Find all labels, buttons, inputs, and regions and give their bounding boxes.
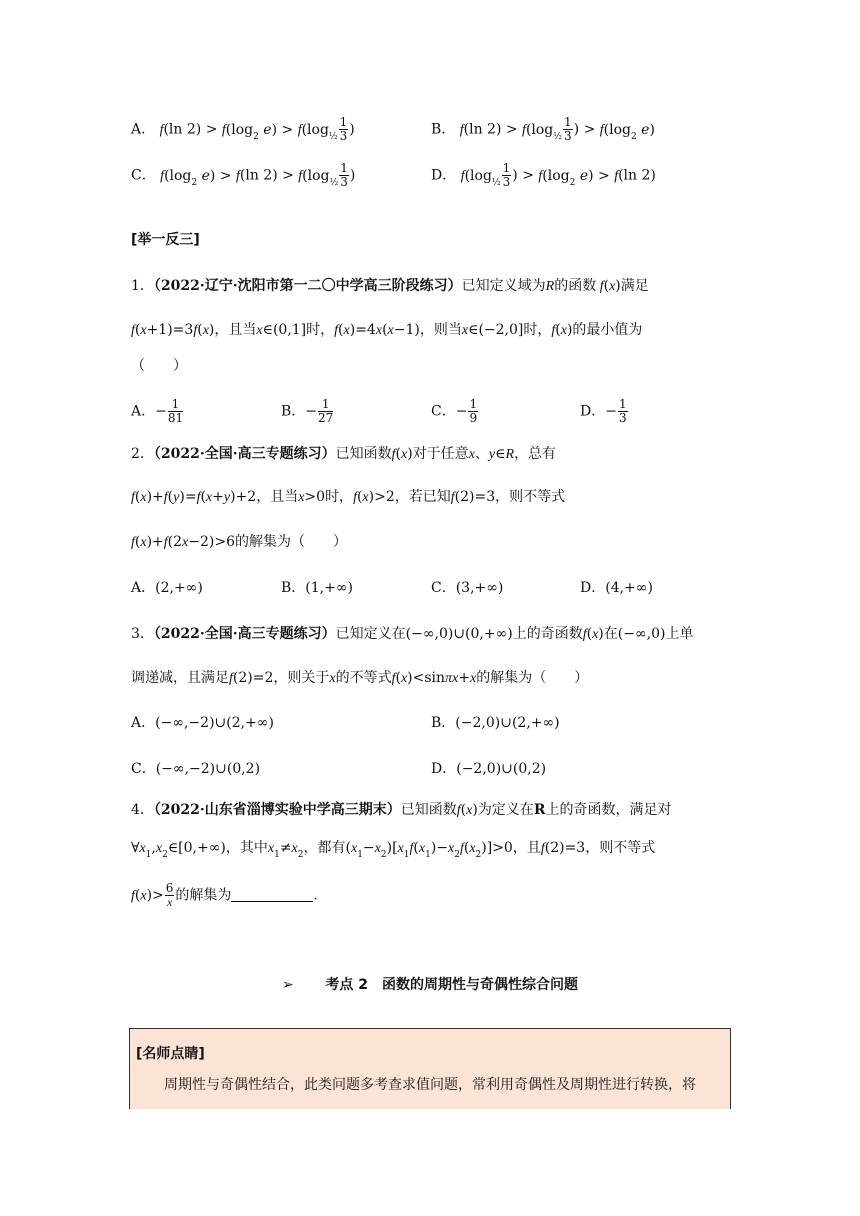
q3-option-b[interactable]: B．(−2,0)∪(2,+∞) — [431, 715, 560, 731]
q4-source: （2022·山东省淄博实验中学高三期末） — [153, 802, 401, 818]
section2-title: ➢ 考点 2 函数的周期性与奇偶性综合问题 — [281, 977, 579, 993]
q3-option-d[interactable]: D．(−2,0)∪(0,2) — [431, 761, 547, 777]
q2-source: （2022·全国·高三专题练习） — [153, 446, 336, 462]
q4-line3: f(x)> $\frac{6}{x}$ 的解集为 . — [131, 881, 318, 909]
q2-option-c[interactable]: C．(3,+∞) — [431, 580, 504, 596]
prev-option-a[interactable]: A． f(ln $2) > f(\log_2$ $e) > f(\log_{\frac{1}{2}}$ $\frac{1}{3}$ ) — [131, 115, 355, 143]
prev-option-c[interactable]: C． $f(\log_2$ e) > f(ln $2) > f(\log_{\frac{1}{2}}$ $\frac{1}{3}$ ) — [131, 161, 356, 189]
section-label: [举一反三] — [131, 232, 200, 248]
tip-box-text: 周期性与奇偶性结合，此类问题多考查求值问题，常利用奇偶性及周期性进行转换，将 — [164, 1077, 696, 1093]
q2-line2: f(x)+f(y)=f(x+y)+2，且当x>0时，f(x)>2，若已知f(2)=3，则不等式 — [131, 489, 566, 505]
q3-line1: 3．（2022·全国·高三专题练习）已知定义在(−∞,0)∪(0,+∞)上的奇函数f(x)在(−∞,0)上单 — [131, 626, 694, 642]
q1-option-a[interactable]: A．− $\frac{1}{81}$ — [131, 397, 184, 425]
tip-box-title: [名师点睛] — [136, 1046, 205, 1062]
q1-option-b[interactable]: B．− $\frac{1}{27}$ — [281, 397, 334, 425]
q1-option-d[interactable]: D．− $\frac{1}{3}$ — [580, 397, 627, 425]
q1-line2: f(x+1)=3f(x)，且当x∈(0,1]时，f(x)=4x(x−1)，则当x∈(−2,0]时，f(x)的最小值为 — [131, 322, 643, 338]
q3-option-a[interactable]: A．(−∞,−2)∪(2,+∞) — [131, 715, 274, 731]
q3-line2: 调递减，且满足f(2)=2，则关于x的不等式f(x)<sinπx+x的解集为（ ） — [131, 670, 589, 686]
q4-line2: $\forall x_1,x_2\in[0,+\infty)$，其中$x_1\ne x_2$，都有$(x_1-x_2)[x_1f(x_1)-x_2f(x_2)]>0$，且f(2)=3，则不等式 — [131, 840, 656, 860]
q3-option-c[interactable]: C．(−∞,−2)∪(0,2) — [131, 761, 261, 777]
tip-box — [129, 1028, 731, 1109]
arrow-bullet-icon: ➢ — [281, 977, 294, 993]
answer-blank[interactable] — [231, 887, 313, 902]
q1-paren: （ ） — [131, 358, 187, 374]
q2-option-b[interactable]: B．(1,+∞) — [281, 580, 353, 596]
prev-option-b[interactable]: B． f(ln $2) > f(\log_{\frac{1}{2}}$ $\frac{1}{3}$ ) > $f(\log_2$ e) — [431, 115, 655, 143]
q1-source: （2022·辽宁·沈阳市第一二〇中学高三阶段练习） — [153, 278, 462, 294]
q2-option-a[interactable]: A．(2,+∞) — [131, 580, 203, 596]
q1-option-c[interactable]: C．− $\frac{1}{9}$ — [431, 397, 478, 425]
q3-source: （2022·全国·高三专题练习） — [153, 626, 336, 642]
q2-line3: f(x)+f(2x−2)>6的解集为（ ） — [131, 534, 348, 550]
prev-option-a-math: f — [159, 122, 164, 138]
q1-line1: 1．（2022·辽宁·沈阳市第一二〇中学高三阶段练习）已知定义域为R的函数 f(x)满足 — [131, 278, 649, 294]
prev-option-d[interactable]: D． $f(\log_{\frac{1}{2}}$ $\frac{1}{3}$ ) > $f(\log_2$ e) > f(ln 2) — [431, 161, 656, 189]
q2-line1: 2．（2022·全国·高三专题练习）已知函数f(x)对于任意x、y∈R，总有 — [131, 446, 557, 462]
q4-line1: 4．（2022·山东省淄博实验中学高三期末）已知函数f(x)为定义在R上的奇函数，满足对 — [131, 802, 672, 818]
q2-option-d[interactable]: D．(4,+∞) — [580, 580, 653, 596]
